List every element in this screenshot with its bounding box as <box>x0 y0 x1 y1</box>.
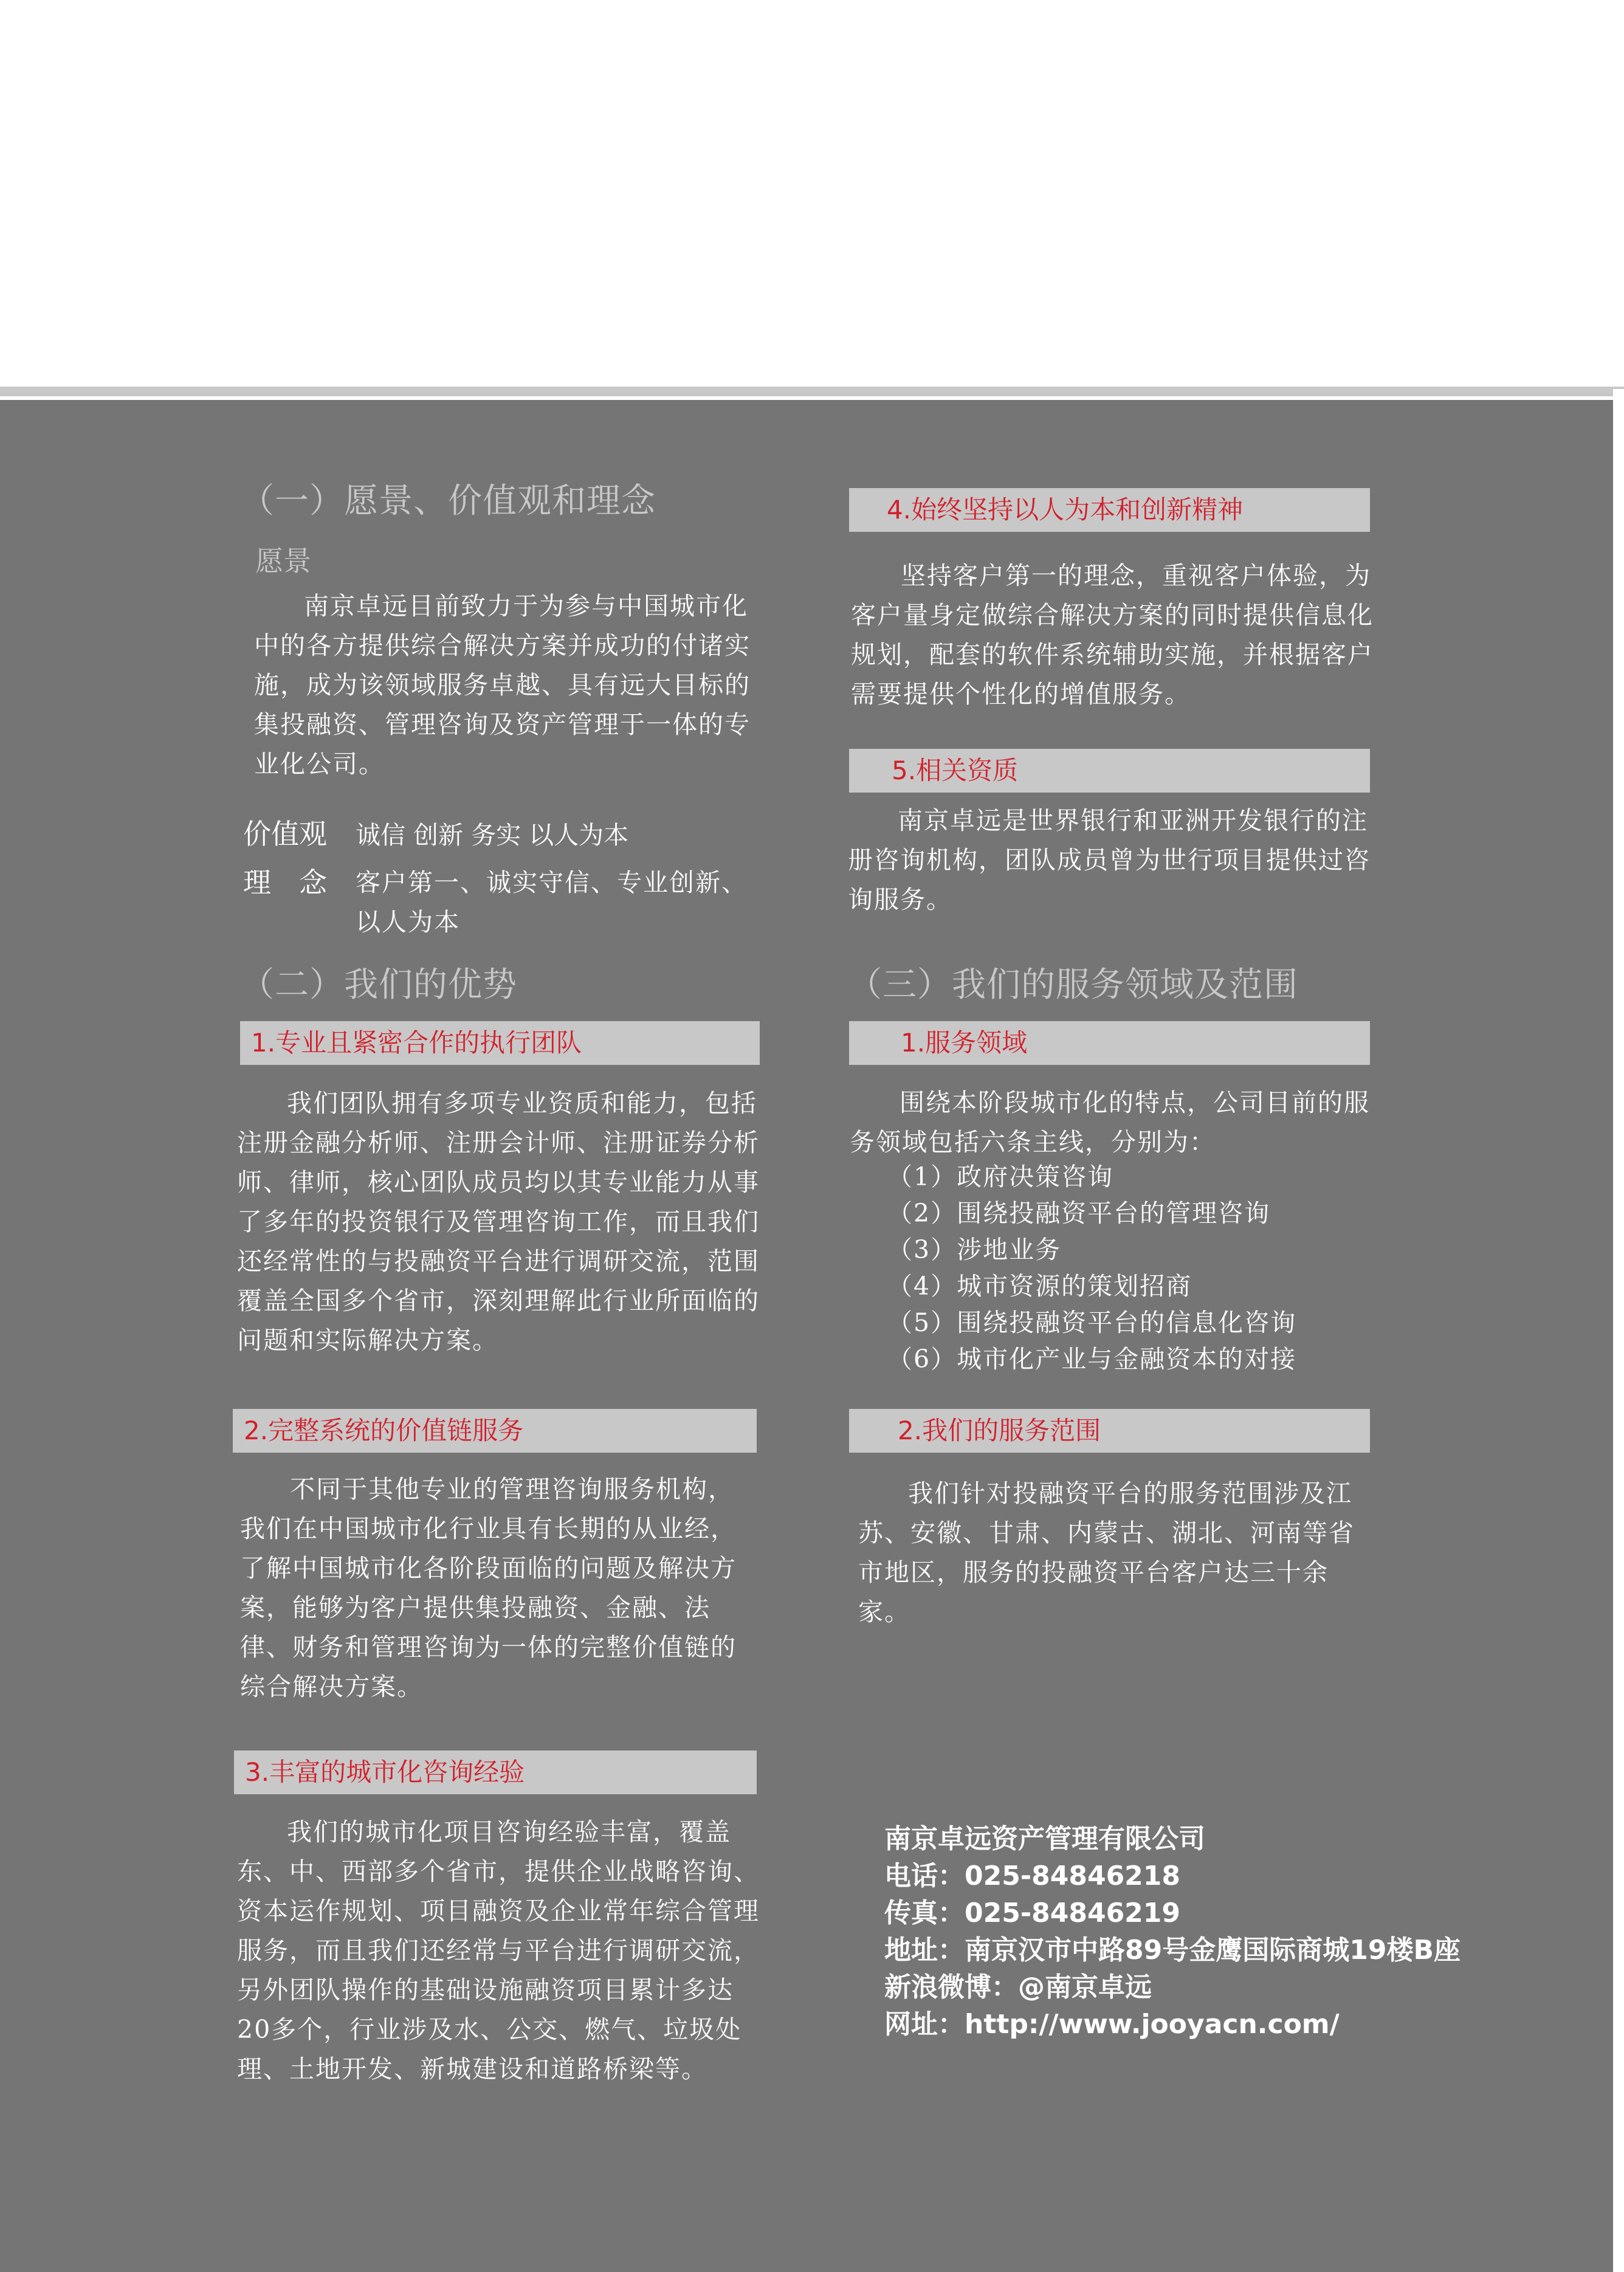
service-scope-text: 我们针对投融资平台的服务范围涉及江苏、安徽、甘肃、内蒙古、湖北、河南等省市地区，服务的投融资平台客户达三十余家。 <box>858 1479 1355 1627</box>
advantage-text-5: 南京卓远是世界银行和亚洲开发银行的注册咨询机构，团队成员曾为世行项目提供过咨询服务。 <box>848 806 1371 914</box>
advantage-heading-1: 1.专业且紧密合作的执行团队 <box>240 1021 760 1065</box>
fax: 传真：025-84846219 <box>884 1898 1181 1929</box>
list-item: （6）城市化产业与金融资本的对接 <box>887 1344 1297 1374</box>
values-text: 诚信 创新 务实 以人为本 <box>356 821 629 850</box>
list-item: （1）政府决策咨询 <box>887 1162 1114 1191</box>
idea-row <box>243 863 356 904</box>
list-item: （2）围绕投融资平台的管理咨询 <box>887 1199 1271 1228</box>
service-field-intro: 围绕本阶段城市化的特点，公司目前的服务领域包括六条主线，分别为： <box>850 1088 1370 1157</box>
values-row <box>243 814 628 855</box>
service-field-list <box>887 1158 1296 1377</box>
divider-rule <box>0 387 1624 396</box>
vision-text: 南京卓远目前致力于为参与中国城市化中的各方提供综合解决方案并成功的付诸实施，成为该领域服务卓越、具有远大目标的集投融资、管理咨询及资产管理于一体的专业化公司。 <box>254 591 751 779</box>
website: 网址：http://www.jooyacn.com/ <box>884 2009 1340 2040</box>
list-item: （4）城市资源的策划招商 <box>887 1272 1192 1301</box>
address: 地址：南京汉市中路89号金鹰国际商城19楼B座 <box>884 1935 1461 1966</box>
advantage-heading-3: 3.丰富的城市化咨询经验 <box>234 1750 757 1794</box>
advantage-text-3: 我们的城市化项目咨询经验丰富，覆盖东、中、西部多个省市，提供企业战略咨询、资本运作规划、项目融资及企业常年综合管理服务，而且我们还经常与平台进行调研交流，另外团队操作的基础设施融资项目累计多达20多个，行业涉及水、公交、燃气、垃圾处理、土地开发、新城建设和道路桥梁等。 <box>237 1817 760 2084</box>
phone: 电话：025-84846218 <box>884 1861 1181 1892</box>
vision-label: 愿景 <box>255 545 311 577</box>
list-item: （5）围绕投融资平台的信息化咨询 <box>887 1308 1297 1337</box>
section-title-advantages: （二）我们的优势 <box>240 965 517 1005</box>
section-title-services: （三）我们的服务领域及范围 <box>848 965 1298 1005</box>
contact-block <box>884 1820 1461 2043</box>
advantage-heading-4: 4.始终坚持以人为本和创新精神 <box>849 488 1370 532</box>
idea-text: 客户第一、诚实守信、专业创新、以人为本 <box>356 868 748 937</box>
advantage-text-2: 不同于其他专业的管理咨询服务机构，我们在中国城市化行业具有长期的从业经，了解中国城市化各阶段面临的问题及解决方案，能够为客户提供集投融资、金融、法律、财务和管理咨询为一体的完整价值链的综合解决方案。 <box>240 1475 737 1701</box>
list-item: （3）涉地业务 <box>887 1235 1062 1264</box>
advantage-text-4: 坚持客户第一的理念，重视客户体验，为客户量身定做综合解决方案的同时提供信息化规划，配套的软件系统辅助实施，并根据客户需要提供个性化的增值服务。 <box>851 561 1374 709</box>
section-title-vision: （一）愿景、价值观和理念 <box>240 481 656 521</box>
service-field-heading: 1.服务领域 <box>849 1021 1370 1065</box>
advantage-heading-2: 2.完整系统的价值链服务 <box>233 1409 757 1453</box>
advantage-text-1: 我们团队拥有多项专业资质和能力，包括注册金融分析师、注册会计师、注册证券分析师、律师，核心团队成员均以其专业能力从事了多年的投资银行及管理咨询工作，而且我们还经常性的与投融资平台进行调研交流，范围覆盖全国多个省市，深刻理解此行业所面临的问题和实际解决方案。 <box>237 1089 760 1355</box>
company-name: 南京卓远资产管理有限公司 <box>884 1823 1205 1854</box>
values-label: 价值观 <box>243 818 327 850</box>
page-top-blank <box>0 0 1624 387</box>
service-scope-heading: 2.我们的服务范围 <box>849 1409 1370 1453</box>
advantage-heading-5: 5.相关资质 <box>849 749 1370 793</box>
idea-label: 理 念 <box>243 866 327 899</box>
weibo: 新浪微博：@南京卓远 <box>884 1972 1152 2003</box>
page-edge <box>1613 389 1624 2272</box>
